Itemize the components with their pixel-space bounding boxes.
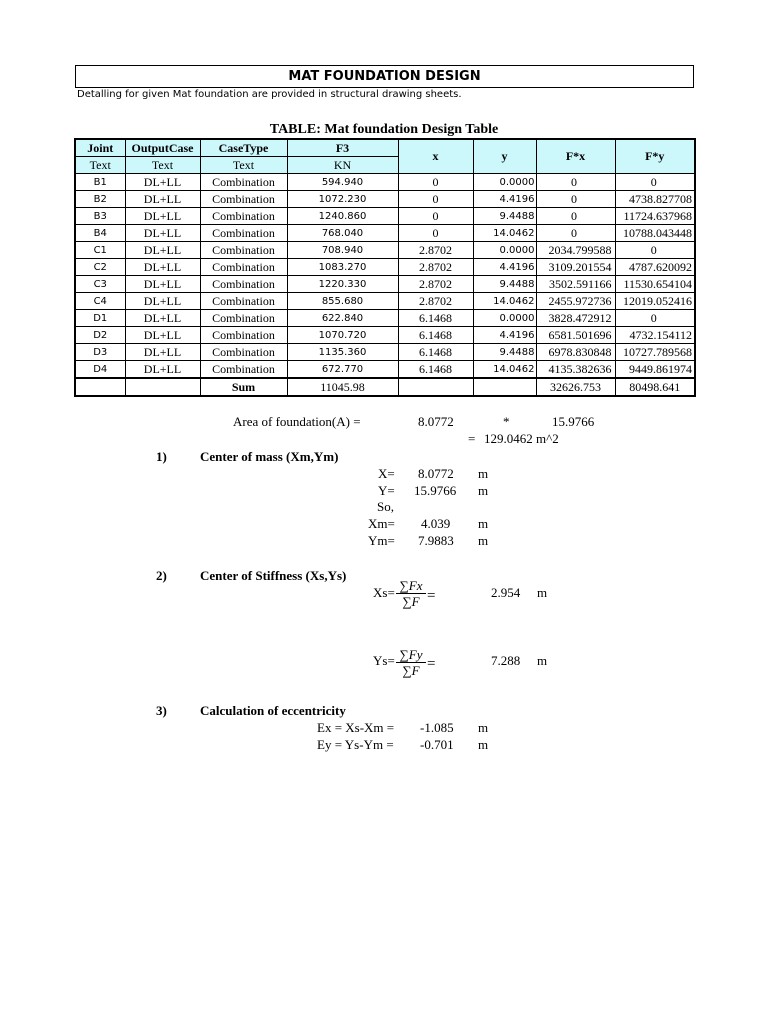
ys-fraction: [396, 648, 426, 678]
x-unit: m: [478, 466, 489, 481]
cell-f3: 1070.720: [287, 327, 398, 344]
mat-foundation-table: [74, 138, 696, 397]
cell-x: 0: [398, 208, 473, 225]
sum-fy: 80498.641: [615, 378, 695, 396]
cell-fx: 2034.799588: [536, 242, 615, 259]
cell-outputcase: DL+LL: [125, 174, 200, 191]
cell-fy: 10727.789568: [615, 344, 695, 361]
cell-fy: 0: [615, 174, 695, 191]
cell-x: 2.8702: [398, 259, 473, 276]
cell-f3: 1240.860: [287, 208, 398, 225]
sum-label: Sum: [200, 378, 287, 396]
cell-fx: 2455.972736: [536, 293, 615, 310]
cell-casetype: Combination: [200, 191, 287, 208]
cell-fx: 3109.201554: [536, 259, 615, 276]
x-value: 8.0772: [418, 466, 454, 481]
cell-f3: 594.940: [287, 174, 398, 191]
cell-joint: C3: [75, 276, 125, 293]
section-1-number: 1): [156, 449, 167, 464]
cell-casetype: Combination: [200, 361, 287, 379]
sum-row: [75, 378, 695, 396]
header-fx: F*x: [536, 139, 615, 174]
cell-x: 0: [398, 191, 473, 208]
x-label: X=: [378, 466, 395, 481]
cell-y: 9.4488: [473, 276, 536, 293]
cell-joint: C1: [75, 242, 125, 259]
table-row: [75, 174, 695, 191]
xs-label: Xs=: [373, 585, 395, 600]
cell-fx: 3828.472912: [536, 310, 615, 327]
cell-y: 9.4488: [473, 344, 536, 361]
sum-fx: 32626.753: [536, 378, 615, 396]
cell-y: 0.0000: [473, 242, 536, 259]
cell-f3: 1220.330: [287, 276, 398, 293]
ym-value: 7.9883: [418, 533, 454, 548]
cell-outputcase: DL+LL: [125, 327, 200, 344]
ex-value: -1.085: [420, 720, 454, 735]
ys-equals: =: [427, 656, 436, 672]
section-1-title: Center of mass (Xm,Ym): [200, 449, 339, 464]
header-casetype: CaseType: [200, 139, 287, 157]
header-y: y: [473, 139, 536, 174]
xm-value: 4.039: [421, 516, 451, 531]
cell-fx: 0: [536, 225, 615, 242]
cell-outputcase: DL+LL: [125, 310, 200, 327]
cell-casetype: Combination: [200, 344, 287, 361]
cell-fx: 6581.501696: [536, 327, 615, 344]
ey-value: -0.701: [420, 737, 454, 752]
cell-outputcase: DL+LL: [125, 276, 200, 293]
sum-empty-joint: [75, 378, 125, 396]
cell-x: 6.1468: [398, 310, 473, 327]
cell-fy: 9449.861974: [615, 361, 695, 379]
cell-y: 4.4196: [473, 327, 536, 344]
xm-unit: m: [478, 516, 489, 531]
cell-casetype: Combination: [200, 276, 287, 293]
header-x: x: [398, 139, 473, 174]
cell-fy: 11530.654104: [615, 276, 695, 293]
section-3-number: 3): [156, 703, 167, 718]
cell-joint: B2: [75, 191, 125, 208]
section-2-number: 2): [156, 568, 167, 583]
cell-casetype: Combination: [200, 259, 287, 276]
table-row: [75, 276, 695, 293]
ey-label: Ey = Ys-Ym =: [317, 737, 394, 752]
cell-x: 6.1468: [398, 327, 473, 344]
ym-unit: m: [478, 533, 489, 548]
cell-joint: B1: [75, 174, 125, 191]
xs-fraction: [396, 579, 426, 609]
sum-empty-y: [473, 378, 536, 396]
sum-empty-x: [398, 378, 473, 396]
cell-x: 0: [398, 174, 473, 191]
ey-unit: m: [478, 737, 489, 752]
unit-outputcase: Text: [125, 157, 200, 174]
cell-y: 4.4196: [473, 259, 536, 276]
cell-fx: 0: [536, 208, 615, 225]
cell-outputcase: DL+LL: [125, 293, 200, 310]
xs-numerator: ∑Fx: [396, 579, 426, 594]
cell-y: 0.0000: [473, 310, 536, 327]
table-row: [75, 208, 695, 225]
ys-unit: m: [537, 653, 548, 668]
cell-joint: D4: [75, 361, 125, 379]
cell-fy: 4732.154112: [615, 327, 695, 344]
cell-casetype: Combination: [200, 174, 287, 191]
cell-y: 14.0462: [473, 361, 536, 379]
cell-joint: D3: [75, 344, 125, 361]
cell-fx: 0: [536, 174, 615, 191]
table-row: [75, 361, 695, 379]
xs-value: 2.954: [491, 585, 521, 600]
cell-f3: 1083.270: [287, 259, 398, 276]
table-header-row: [75, 139, 695, 157]
cell-joint: C2: [75, 259, 125, 276]
cell-joint: B3: [75, 208, 125, 225]
cell-casetype: Combination: [200, 242, 287, 259]
header-fy: F*y: [615, 139, 695, 174]
cell-y: 9.4488: [473, 208, 536, 225]
cell-fy: 0: [615, 242, 695, 259]
cell-outputcase: DL+LL: [125, 344, 200, 361]
y-value: 15.9766: [414, 483, 457, 498]
sum-f3: 11045.98: [287, 378, 398, 396]
cell-casetype: Combination: [200, 225, 287, 242]
cell-fx: 0: [536, 191, 615, 208]
table-row: [75, 259, 695, 276]
cell-fx: 4135.382636: [536, 361, 615, 379]
cell-x: 2.8702: [398, 293, 473, 310]
cell-joint: D2: [75, 327, 125, 344]
table-row: [75, 242, 695, 259]
cell-f3: 768.040: [287, 225, 398, 242]
ym-label: Ym=: [368, 533, 395, 548]
cell-x: 6.1468: [398, 361, 473, 379]
ex-label: Ex = Xs-Xm =: [317, 720, 395, 735]
area-unit: m^2: [536, 431, 559, 446]
cell-fy: 4787.620092: [615, 259, 695, 276]
cell-x: 0: [398, 225, 473, 242]
cell-casetype: Combination: [200, 327, 287, 344]
cell-joint: B4: [75, 225, 125, 242]
cell-y: 0.0000: [473, 174, 536, 191]
cell-f3: 708.940: [287, 242, 398, 259]
area-b: 15.9766: [552, 414, 595, 429]
unit-joint: Text: [75, 157, 125, 174]
cell-fy: 12019.052416: [615, 293, 695, 310]
cell-outputcase: DL+LL: [125, 361, 200, 379]
xs-equals: =: [427, 588, 436, 604]
cell-x: 2.8702: [398, 242, 473, 259]
area-eq: =: [468, 431, 476, 446]
xm-label: Xm=: [368, 516, 395, 531]
header-f3: F3: [287, 139, 398, 157]
cell-x: 6.1468: [398, 344, 473, 361]
cell-outputcase: DL+LL: [125, 259, 200, 276]
cell-fy: 11724.637968: [615, 208, 695, 225]
y-unit: m: [478, 483, 489, 498]
unit-f3: KN: [287, 157, 398, 174]
cell-f3: 622.840: [287, 310, 398, 327]
cell-x: 2.8702: [398, 276, 473, 293]
cell-y: 14.0462: [473, 225, 536, 242]
table-row: [75, 293, 695, 310]
y-label: Y=: [378, 483, 395, 498]
area-label: Area of foundation(A) =: [233, 414, 361, 429]
cell-casetype: Combination: [200, 208, 287, 225]
table-row: [75, 225, 695, 242]
cell-fx: 6978.830848: [536, 344, 615, 361]
table-row: [75, 310, 695, 327]
section-3-title: Calculation of eccentricity: [200, 703, 346, 718]
table-row: [75, 191, 695, 208]
cell-joint: C4: [75, 293, 125, 310]
unit-casetype: Text: [200, 157, 287, 174]
cell-outputcase: DL+LL: [125, 225, 200, 242]
cell-f3: 1135.360: [287, 344, 398, 361]
cell-outputcase: DL+LL: [125, 208, 200, 225]
cell-casetype: Combination: [200, 310, 287, 327]
table-row: [75, 327, 695, 344]
cell-fy: 4738.827708: [615, 191, 695, 208]
xs-unit: m: [537, 585, 548, 600]
ys-value: 7.288: [491, 653, 521, 668]
cell-joint: D1: [75, 310, 125, 327]
cell-y: 4.4196: [473, 191, 536, 208]
cell-casetype: Combination: [200, 293, 287, 310]
area-op: *: [503, 414, 510, 429]
cell-outputcase: DL+LL: [125, 191, 200, 208]
table-row: [75, 344, 695, 361]
ys-denominator: ∑F: [402, 663, 420, 678]
cell-fy: 10788.043448: [615, 225, 695, 242]
cell-fy: 0: [615, 310, 695, 327]
cell-outputcase: DL+LL: [125, 242, 200, 259]
so-label: So,: [377, 499, 394, 514]
area-result: 129.0462: [484, 431, 533, 446]
cell-f3: 672.770: [287, 361, 398, 379]
area-a: 8.0772: [418, 414, 454, 429]
document-subtitle: Detalling for given Mat foundation are provided in structural drawing sheets.: [77, 89, 462, 100]
header-outputcase: OutputCase: [125, 139, 200, 157]
document-title: MAT FOUNDATION DESIGN: [75, 65, 694, 88]
cell-f3: 855.680: [287, 293, 398, 310]
table-caption: TABLE: Mat foundation Design Table: [269, 122, 499, 137]
xs-denominator: ∑F: [402, 594, 420, 609]
ys-numerator: ∑Fy: [396, 648, 426, 663]
ys-label: Ys=: [373, 653, 395, 668]
sum-empty-outputcase: [125, 378, 200, 396]
section-2-title: Center of Stiffness (Xs,Ys): [200, 568, 347, 583]
cell-y: 14.0462: [473, 293, 536, 310]
ex-unit: m: [478, 720, 489, 735]
header-joint: Joint: [75, 139, 125, 157]
cell-fx: 3502.591166: [536, 276, 615, 293]
cell-f3: 1072.230: [287, 191, 398, 208]
